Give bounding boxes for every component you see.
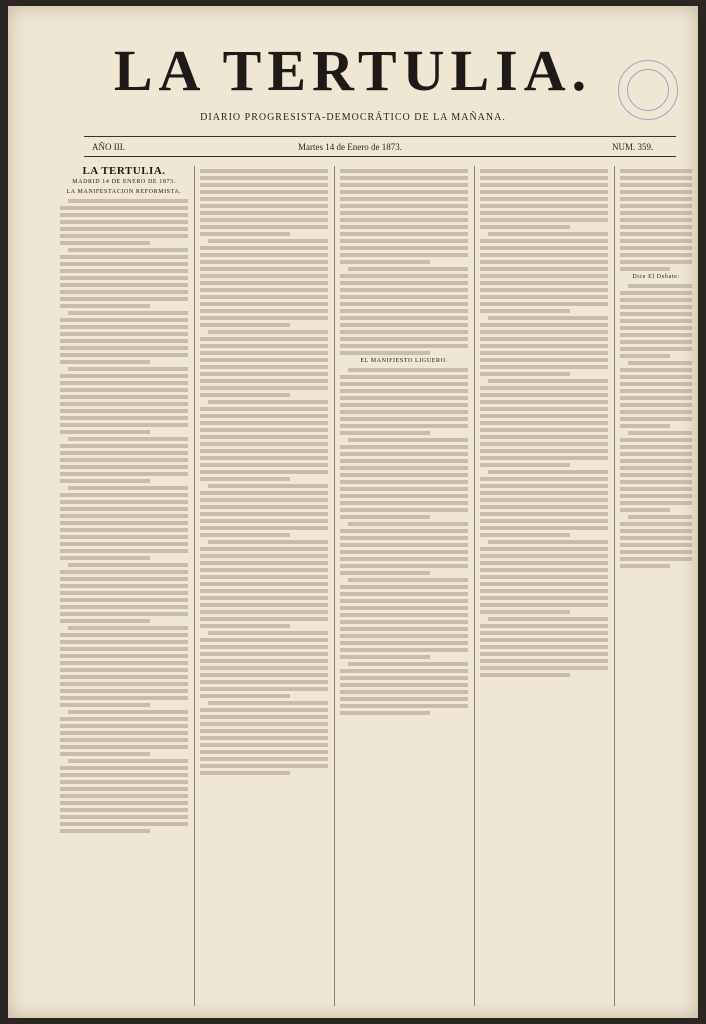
column-2-body [200, 169, 328, 775]
newspaper-title: LA TERTULIA. [113, 38, 593, 103]
column-4 [480, 166, 608, 1006]
issue-date: Martes 14 de Enero de 1873. [298, 142, 402, 152]
year-label: AÑO III. [92, 142, 125, 152]
column-divider [194, 166, 195, 1006]
column-1-body [60, 199, 188, 833]
section-heading-manifiesto: EL MANIFIESTO LIGUERO. [360, 358, 448, 364]
section-heading-manifestacion: LA MANIFESTACION REFORMISTA. [66, 189, 182, 196]
column-2 [200, 166, 328, 1006]
column-3-body-top [340, 169, 468, 355]
column-divider [614, 166, 615, 1006]
column-divider [474, 166, 475, 1006]
section-heading-debate: Dice El Debate: [632, 274, 680, 280]
header-rule-top [84, 136, 676, 137]
column-3 [340, 166, 468, 1006]
column-5-body-top [620, 169, 692, 271]
column-title: LA TERTULIA. [82, 166, 166, 177]
column-5 [620, 166, 692, 1006]
column-4-body [480, 169, 608, 677]
newspaper-subtitle: DIARIO PROGRESISTA-DEMOCRÁTICO DE LA MAÑANA. [200, 112, 506, 123]
column-divider [334, 166, 335, 1006]
column-1 [60, 166, 188, 1006]
newspaper-page [8, 6, 698, 1018]
header-rule-bottom [84, 156, 676, 157]
library-stamp-icon [618, 60, 678, 120]
column-3-body-bottom [340, 368, 468, 715]
column-5-body-bottom [620, 284, 692, 568]
column-dateline: MADRID 14 DE ENERO DE 1873. [72, 179, 176, 186]
issue-number: NUM. 359. [612, 142, 654, 152]
